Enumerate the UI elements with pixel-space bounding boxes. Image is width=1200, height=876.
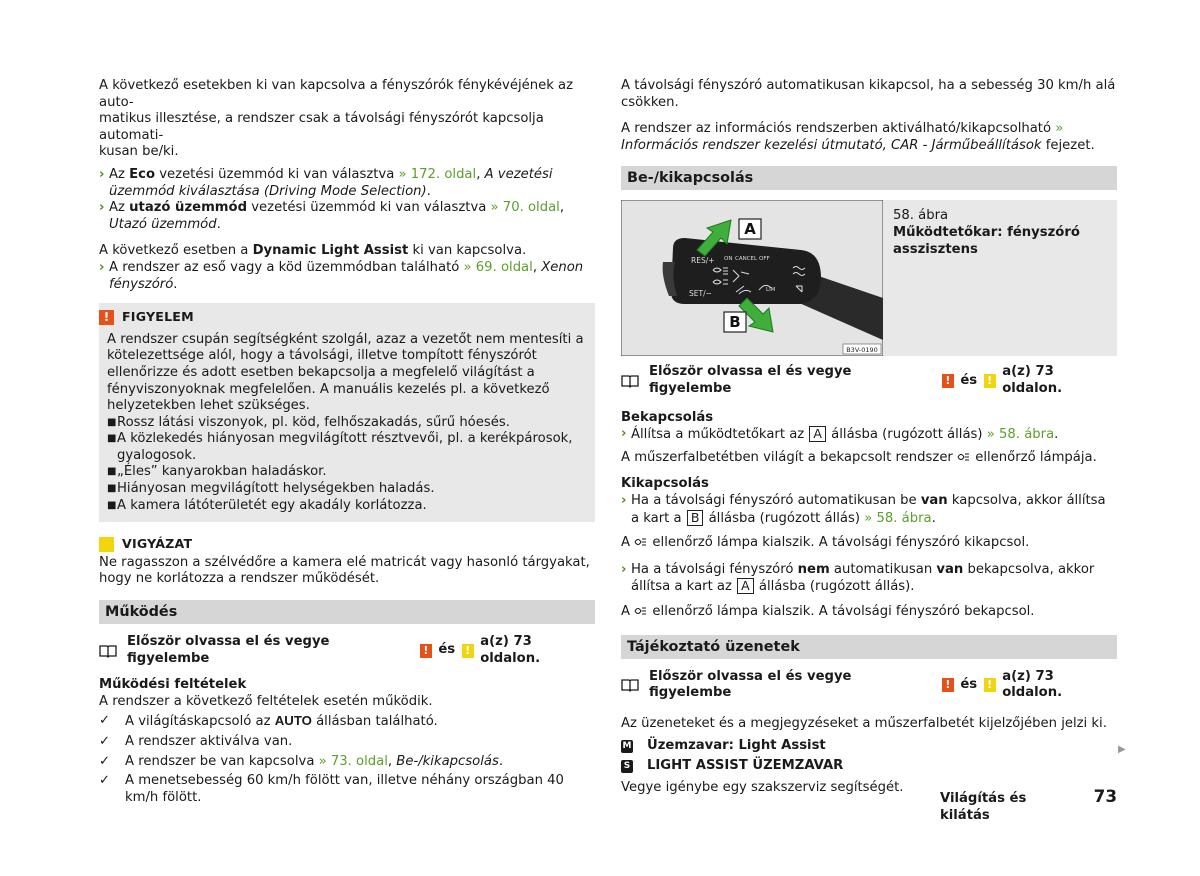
page-link[interactable]: »	[1055, 121, 1064, 137]
continue-arrow-icon: ▶	[1118, 744, 1126, 755]
check-icon: ✓	[99, 773, 111, 789]
read-first-note: Először olvassa el és vegye figyelembe ! és ! a(z) 73 oldalon.	[99, 634, 595, 667]
warning-box	[99, 303, 595, 522]
page-link[interactable]: » 70. oldal	[490, 200, 560, 216]
caution-block	[99, 536, 595, 588]
off-instruction-2: › Ha a távolsági fényszóró nem automatikusan van bekapcsolva, akkor állítsa a kart az A állásba (rugózott állás).	[621, 561, 1095, 595]
conditions-intro: A rendszer a következő feltételek esetén működik.	[99, 693, 433, 709]
message-item: S LIGHT ASSIST ÜZEMZAVAR	[621, 758, 1117, 775]
on-title: Bekapcsolás	[621, 409, 714, 425]
section-heading-bekikapcs: Be-/kikapcsolás	[621, 166, 1117, 190]
condition-item: ✓ A rendszer aktiválva van.	[99, 734, 293, 749]
condition-item: ✓ A rendszer be van kapcsolva » 73. oldal, Be-/kikapcsolás.	[99, 753, 504, 769]
page-link[interactable]: » 69. oldal	[463, 259, 533, 275]
intro-paragraph: A következő esetekben ki van kapcsolva a fényszórók fénykévéjének az auto- matikus illesztése, a rendszer csak a távolsági fényszórót kapcsolja automati- kusan be/ki.	[99, 78, 574, 160]
check-icon: ✓	[99, 713, 111, 729]
info-text: Az üzeneteket és a megjegyzéseket a műszerfalbetét kijelzőjében jelzi ki.	[621, 715, 1107, 731]
footer-title: Világítás és kilátás	[940, 791, 1027, 823]
message-s-icon: S	[621, 760, 633, 773]
left-column	[99, 78, 595, 806]
svg-text:LIM: LIM	[766, 287, 776, 294]
conditions-title: Működési feltételek	[99, 677, 247, 693]
warning-bullet: ■ Hiányosan megvilágított helységekben haladás.	[107, 481, 435, 497]
warning-bullet: ■ „Éles” kanyarokban haladáskor.	[107, 464, 327, 480]
book-icon	[621, 374, 639, 388]
message-item: M Üzemzavar: Light Assist	[622, 738, 826, 754]
caution-title: VIGYÁZAT	[122, 536, 193, 552]
on-text: A műszerfalbetétben világít a bekapcsolt rendszer ellenőrző lámpája.	[621, 449, 1097, 465]
arrow-icon: ›	[621, 426, 627, 442]
lever-illustration	[621, 200, 883, 356]
list-item-cruise: › Az utazó üzemmód vezetési üzemmód ki van választva » 70. oldal, Utazó üzemmód.	[99, 200, 565, 232]
warning-text: A rendszer csupán segítségként szolgál, azaz a vezetőt nem mentesíti a kötelezettsége alól, hogy a távolsági, illetve tompított fényszórót ellenőrizze és adott esetben bekapcsolja a megfelelő világítást a fényviszonyoknak megfelelően. A manuális kezelés pl. a következő helyzetekben lehet szükséges.	[107, 331, 584, 414]
condition-item: ✓ A menetsebesség 60 km/h fölött van, illetve néhány országban 40 km/h fölött.	[99, 773, 564, 805]
auto-off-paragraph: A távolsági fényszóró automatikusan kikapcsol, ha a sebesség 30 km/h alá csökken.	[621, 78, 1116, 110]
figure-58	[621, 200, 1117, 356]
check-icon: ✓	[99, 734, 111, 749]
read-first-note: Először olvassa el és vegye figyelembe ! és ! a(z) 73 oldalon.	[621, 669, 1117, 702]
book-icon	[621, 678, 639, 692]
arrow-icon: ›	[621, 492, 627, 508]
warning-bullet: ■ A közlekedés hiányosan megvilágított résztvevői, pl. a kerékpárosok, gyalogosok.	[107, 431, 573, 463]
off-title: Kikapcsolás	[621, 476, 709, 492]
page-footer	[940, 788, 1117, 824]
position-a-box: A	[809, 426, 826, 442]
off-text-1: A ellenőrző lámpa kialszik. A távolsági fényszóró kikapcsol.	[621, 535, 1030, 551]
off-instruction-1: › Ha a távolsági fényszóró automatikusan be van kapcsolva, akkor állítsa a kart a B állásba (rugózott állás) » 58. ábra.	[621, 492, 1106, 526]
section-heading-mukodes: Működés	[99, 600, 595, 624]
message-m-icon: M	[622, 741, 632, 752]
warning-icon: !	[99, 310, 114, 325]
arrow-icon: ›	[621, 561, 627, 577]
lever-label-res: RES/+	[691, 256, 715, 266]
off-text-2: A ellenőrző lámpa kialszik. A távolsági fényszóró bekapcsol.	[621, 603, 1035, 619]
position-b-box: B	[687, 510, 704, 526]
warning-icon: !	[942, 678, 954, 692]
figure-code: B3V-0190	[846, 346, 878, 355]
caution-icon: !	[984, 678, 996, 692]
figure-caption: 58. ábra Működtetőkar: fényszóró asszisztens	[893, 208, 1080, 257]
final-text: Vegye igénybe egy szakszerviz segítségét.	[621, 780, 904, 796]
caution-icon: !	[462, 644, 474, 658]
svg-text:SET/−: SET/−	[689, 289, 712, 299]
warning-icon: !	[942, 374, 954, 388]
warning-icon: !	[420, 644, 432, 658]
svg-text:ON: ON	[724, 256, 733, 263]
figure-label-b: B	[729, 313, 741, 332]
arrow-icon: ›	[99, 166, 105, 182]
headlight-lamp-icon	[634, 536, 648, 548]
list-item-rain: › A rendszer az eső vagy a köd üzemmódban található » 69. oldal, Xenon fényszóró.	[99, 259, 584, 292]
caution-text: Ne ragasszon a szélvédőre a kamera elé matricát vagy hasonló tárgyakat, hogy ne korlátozza a rendszer működését.	[99, 554, 590, 587]
caution-icon: !	[99, 537, 114, 552]
warning-bullet: ■ A kamera látóterületét egy akadály korlátozza.	[107, 497, 427, 513]
position-a-box: A	[737, 578, 754, 594]
arrow-icon: ›	[99, 259, 105, 275]
figure-link[interactable]: » 58. ábra	[986, 427, 1055, 443]
read-first-note: Először olvassa el és vegye figyelembe ! és ! a(z) 73 oldalon.	[621, 364, 1117, 397]
warning-title: FIGYELEM	[122, 309, 194, 325]
intro-dla: A következő esetben a Dynamic Light Assist ki van kapcsolva.	[99, 243, 527, 259]
right-column	[621, 78, 1117, 797]
svg-text:CANCEL: CANCEL	[735, 256, 758, 263]
figure-label-a: A	[744, 220, 756, 239]
headlight-lamp-icon	[634, 605, 648, 617]
check-icon: ✓	[99, 753, 111, 769]
list-item-eco: › Az Eco vezetési üzemmód ki van választva » 172. oldal, A vezetési üzemmód kiválasztása (Driving Mode Selection).	[99, 166, 553, 199]
info-system-paragraph: A rendszer az információs rendszerben aktiválható/kikapcsolható » Információs rendszer kezelési útmutató, CAR - Járműbeállítások fejezet.	[621, 121, 1095, 153]
figure-link[interactable]: » 58. ábra	[864, 510, 932, 526]
page-number: 73	[1093, 786, 1117, 806]
headlight-lamp-icon	[957, 451, 971, 463]
section-heading-info: Tájékoztató üzenetek	[621, 635, 1117, 659]
svg-text:OFF: OFF	[759, 256, 770, 263]
arrow-icon: ›	[99, 200, 105, 216]
condition-item: ✓ A világításkapcsoló az AUTO állásban található.	[99, 713, 438, 730]
page-link[interactable]: » 172. oldal	[398, 166, 477, 182]
caution-icon: !	[984, 374, 996, 388]
warning-bullet: ■ Rossz látási viszonyok, pl. köd, felhőszakadás, sűrű hóesés.	[107, 414, 510, 430]
book-icon	[99, 644, 117, 658]
page-link[interactable]: » 73. oldal	[318, 753, 388, 769]
on-instruction: › Állítsa a működtetőkart az A állásba (rugózott állás) » 58. ábra.	[621, 426, 1059, 443]
